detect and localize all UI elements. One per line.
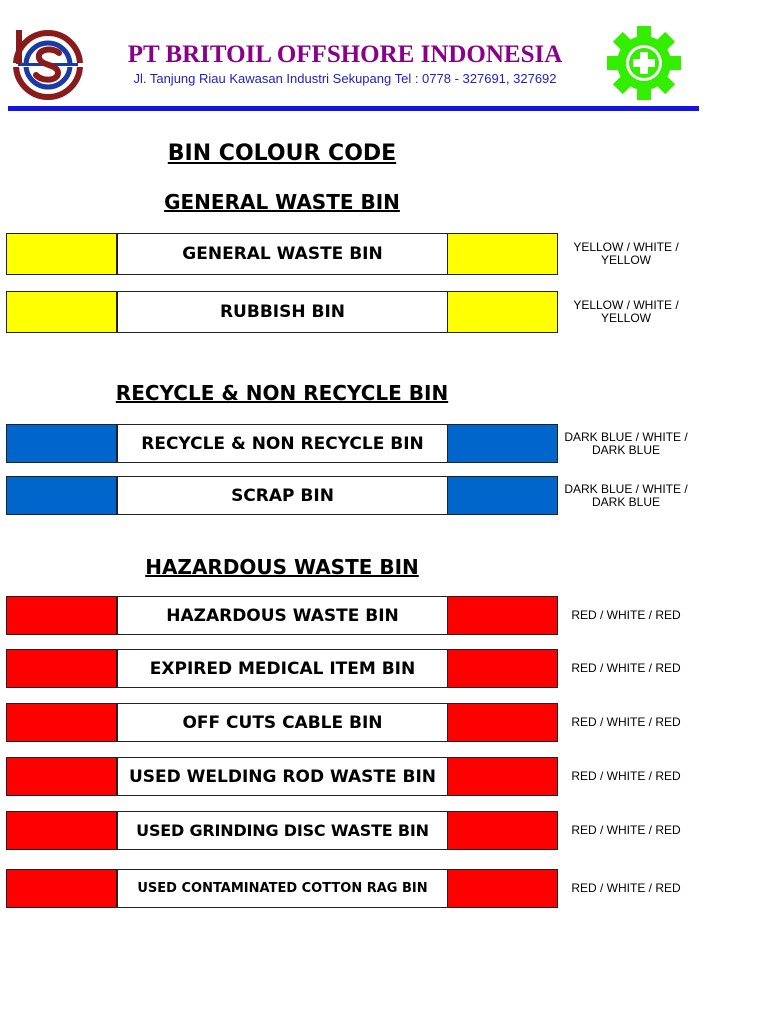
colour-swatch-left xyxy=(6,811,117,850)
colour-code-text: DARK BLUE / WHITE / DARK BLUE xyxy=(564,481,688,509)
bin-row-recycle xyxy=(6,424,558,463)
britoil-logo-icon xyxy=(12,28,84,100)
green-gear-cross-icon xyxy=(606,25,682,101)
bin-label: EXPIRED MEDICAL ITEM BIN xyxy=(117,649,448,688)
bin-label: RECYCLE & NON RECYCLE BIN xyxy=(117,424,448,463)
colour-swatch-right xyxy=(447,649,558,688)
bin-label: USED GRINDING DISC WASTE BIN xyxy=(117,811,448,850)
company-address: Jl. Tanjung Riau Kawasan Industri Sekupang Tel : 0778 - 327691, 327692 xyxy=(133,71,557,86)
colour-code-text: RED / WHITE / RED xyxy=(571,823,681,837)
bin-row-hazardous xyxy=(6,596,558,635)
colour-swatch-left xyxy=(6,869,117,908)
bin-label: SCRAP BIN xyxy=(117,476,448,515)
colour-swatch-right xyxy=(447,811,558,850)
colour-swatch-right xyxy=(447,869,558,908)
colour-code-text: RED / WHITE / RED xyxy=(571,608,681,622)
colour-swatch-right xyxy=(447,596,558,635)
colour-swatch-left xyxy=(6,291,117,333)
colour-swatch-right xyxy=(447,424,558,463)
bin-row-used-grinding-disc xyxy=(6,811,558,850)
colour-swatch-left xyxy=(6,596,117,635)
section-title-general-waste: GENERAL WASTE BIN xyxy=(164,190,400,214)
colour-swatch-left xyxy=(6,233,117,275)
header-divider xyxy=(8,106,699,111)
bin-label: OFF CUTS CABLE BIN xyxy=(117,703,448,742)
colour-code-text: RED / WHITE / RED xyxy=(571,715,681,729)
bin-row-used-welding-rod xyxy=(6,757,558,796)
bin-label: HAZARDOUS WASTE BIN xyxy=(117,596,448,635)
colour-swatch-right xyxy=(447,291,558,333)
document-header xyxy=(0,0,768,115)
section-title-hazardous: HAZARDOUS WASTE BIN xyxy=(145,555,419,579)
colour-swatch-left xyxy=(6,757,117,796)
bin-label: USED CONTAMINATED COTTON RAG BIN xyxy=(117,869,448,908)
colour-swatch-right xyxy=(447,233,558,275)
section-title-recycle: RECYCLE & NON RECYCLE BIN xyxy=(115,381,449,405)
bin-row-general-waste xyxy=(6,233,558,275)
colour-swatch-left xyxy=(6,424,117,463)
colour-code-text: YELLOW / WHITE / YELLOW xyxy=(573,240,679,267)
colour-swatch-right xyxy=(447,757,558,796)
colour-code-text: RED / WHITE / RED xyxy=(571,881,681,895)
bin-label: GENERAL WASTE BIN xyxy=(117,233,448,275)
colour-swatch-left xyxy=(6,476,117,515)
bin-row-off-cuts-cable xyxy=(6,703,558,742)
company-name: PT BRITOIL OFFSHORE INDONESIA xyxy=(127,41,563,68)
bin-row-expired-medical xyxy=(6,649,558,688)
document-title: BIN COLOUR CODE xyxy=(167,141,397,166)
colour-code-text: RED / WHITE / RED xyxy=(571,769,681,783)
colour-swatch-left xyxy=(6,703,117,742)
colour-swatch-right xyxy=(447,703,558,742)
colour-swatch-left xyxy=(6,649,117,688)
bin-row-rubbish xyxy=(6,291,558,333)
colour-code-text: DARK BLUE / WHITE / DARK BLUE xyxy=(564,429,688,457)
bin-row-scrap xyxy=(6,476,558,515)
bin-label: USED WELDING ROD WASTE BIN xyxy=(117,757,448,796)
bin-label: RUBBISH BIN xyxy=(117,291,448,333)
bin-row-used-contaminated-rag xyxy=(6,869,558,908)
colour-code-text: RED / WHITE / RED xyxy=(571,661,681,675)
colour-code-text: YELLOW / WHITE / YELLOW xyxy=(573,298,679,325)
colour-swatch-right xyxy=(447,476,558,515)
